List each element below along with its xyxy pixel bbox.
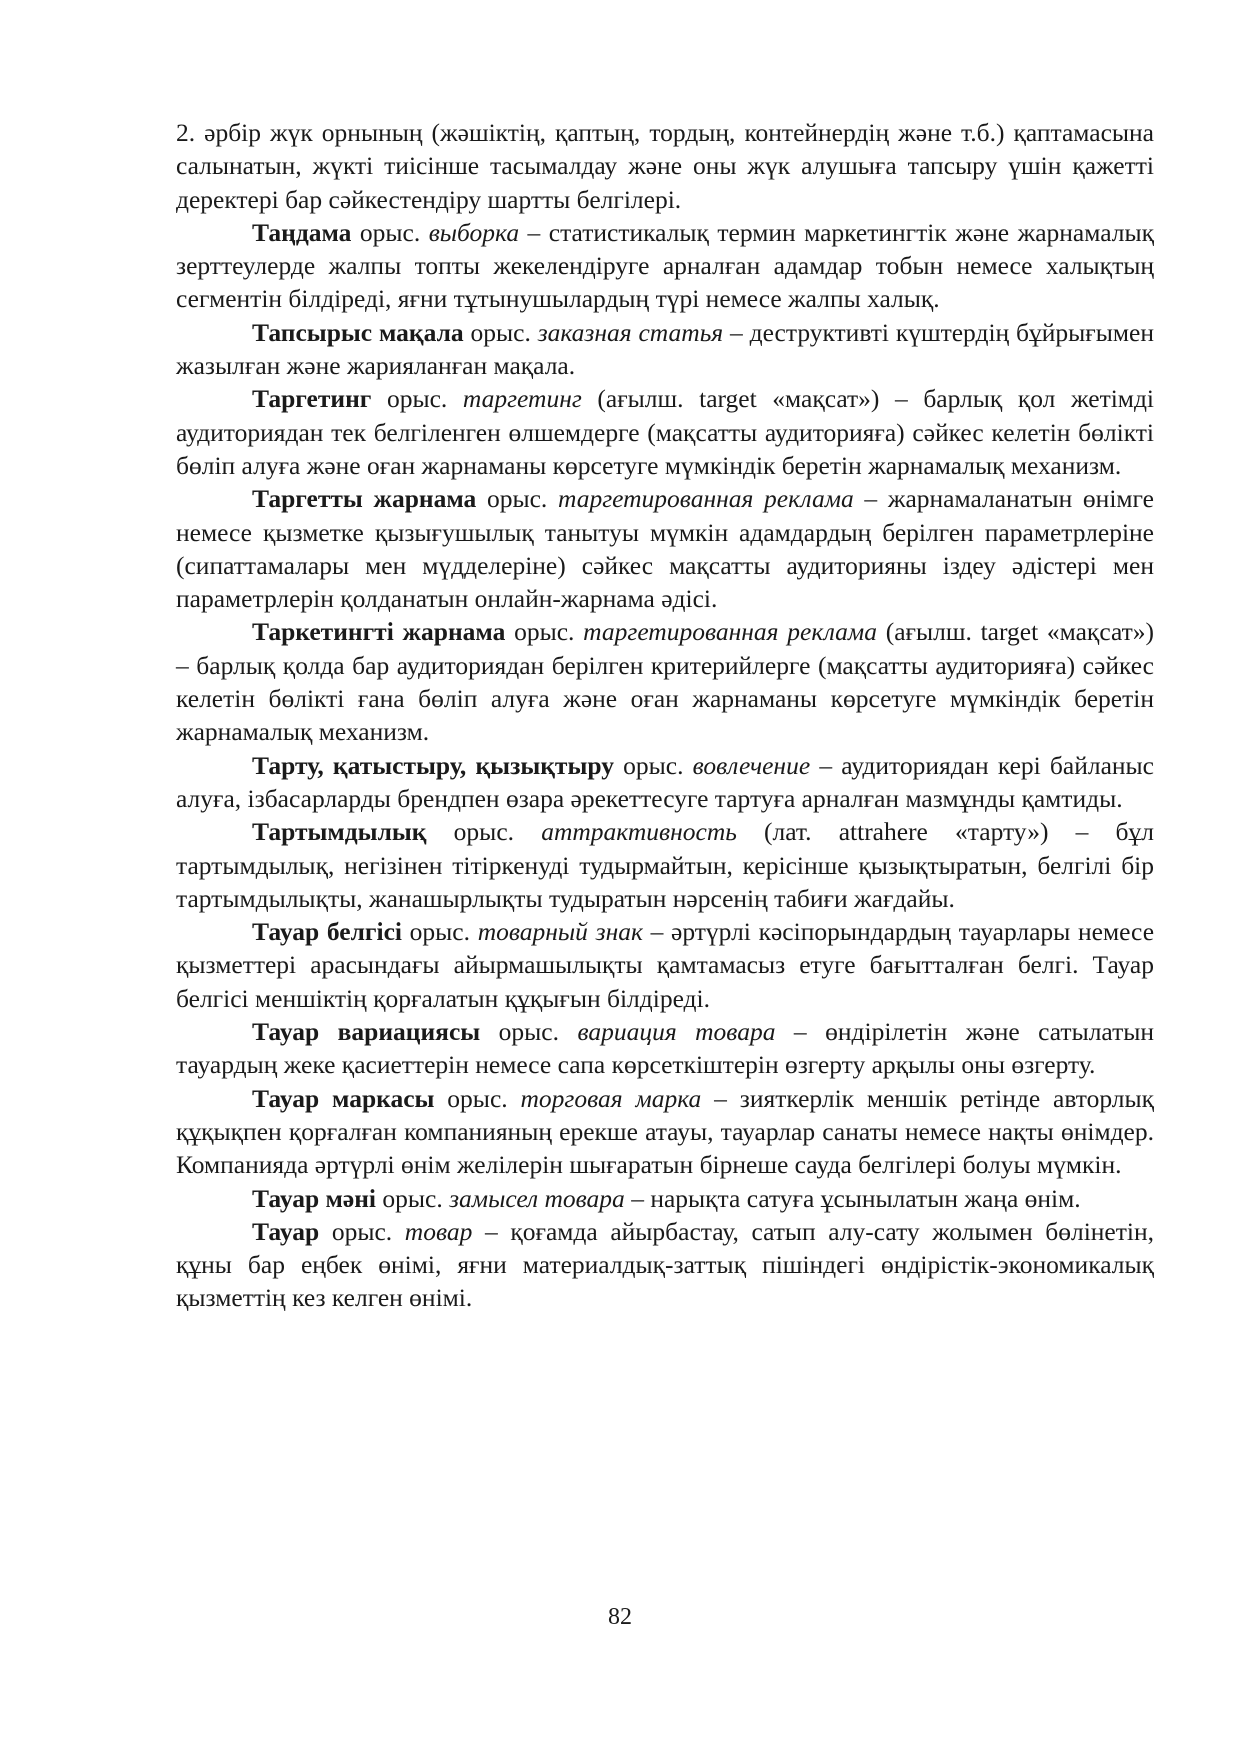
glossary-entry [176,749,1154,816]
entry-term: Тауар [252,1216,320,1246]
entry-language-tag: орыс. [376,1183,450,1213]
entry-term: Таркетингті жарнама [252,617,506,647]
entry-term: Тауар вариациясы [252,1017,481,1047]
intro-paragraph: 2. әрбір жүк орнының (жәшіктің, қаптың, тордың, контейнердің және т.б.) қаптамасына салынатын, жүкті тиісінше тасымалдау және оны жүк алушыға тапсыру үшін қажетті деректері бар сәйкестендіру шартты белгілері. [176,118,1154,214]
entry-term: Таргетты жарнама [252,484,477,514]
glossary-entry [176,382,1154,482]
entry-russian-equivalent: вовлечение [692,750,811,780]
glossary-entry [176,915,1154,1015]
entry-term: Тауар маркасы [252,1083,435,1113]
glossary-entries [176,216,1154,1315]
entry-definition: (ағылш. target «мақсат») – барлық қолда бар аудиториядан берілген критерийлерге (мақсатты аудиторияға) сәйкес келетін бөлікті ғана бөліп алуға және оған жарнаманы көрсетуге мүмкіндік беретін жарнамалық механизм. [176,617,1154,747]
glossary-entry [176,615,1154,748]
entry-definition: – аудиториядан кері байланыс алуға, ізбасарларды брендпен өзара әрекеттесуге тартуға арналған мазмұнды қамтиды. [176,750,1155,813]
entry-term: Таргетинг [252,384,372,414]
entry-definition: – жарнамаланатын өнімге немесе қызметке қызығушылық танытуы мүмкін адамдардың берілген параметрлеріне (сипаттамалары мен мүдделеріне) сәйкес мақсатты аудиторияны іздеу әдістері мен параметрлерін қолданатын онлайн-жарнама әдісі. [176,484,1154,614]
entry-definition: (лат. attrahere «тарту») – бұл тартымдылық, негізінен тітіркенуді тудырмайтын, керісінше қызықтыратын, белгілі бір тартымдылықты, жанашырлықты тудыратын нәрсенің табиғи жағдайы. [176,817,1154,913]
entry-term: Тауар мәні [252,1183,377,1213]
entry-definition: – деструктивті күштердің бұйрығымен жазылған және жарияланған мақала. [176,317,1154,381]
entry-language-tag: орыс. [463,317,538,347]
entry-definition: (ағылш. target «мақсат») – барлық қол жетімді аудиториядан тек белгіленген өлшемдерге (мақсатты аудиторияға) сәйкес келетін бөлікті бөліп алуға және оған жарнаманы көрсетуге мүмкіндік беретін жарнамалық механизм. [176,384,1155,480]
entry-russian-equivalent: таргетированная реклама [583,617,877,647]
entry-language-tag: орыс. [319,1216,405,1246]
entry-russian-equivalent: таргетированная реклама [557,484,854,514]
entry-language-tag: орыс. [505,617,584,647]
glossary-entry [176,815,1154,915]
glossary-entry [176,1015,1154,1082]
entry-term: Тапсырыс мақала [252,317,464,347]
entry-language-tag: орыс. [480,1017,578,1047]
page-number: 82 [608,1604,632,1630]
entry-russian-equivalent: торговая марка [520,1083,702,1113]
entry-term: Тартымдылық [252,817,427,847]
entry-definition: – зияткерлік меншік ретінде авторлық құқықпен қорғалған компанияның ерекше атауы, тауарлар санаты немесе нақты өнімдер. Компанияда әртүрлі өнім желілерін шығаратын бірнеше сауда белгілері болуы мүмкін. [176,1083,1154,1180]
entry-definition: – нарықта сатуға ұсынылатын жаңа өнім. [624,1183,1081,1213]
entry-language-tag: орыс. [351,217,429,247]
entry-russian-equivalent: аттрактивность [541,817,737,847]
entry-definition: – өндірілетін және сатылатын тауардың жеке қасиеттерін немесе сапа көрсеткіштерін өзгерту арқылы оны өзгерту. [176,1017,1155,1080]
glossary-entry [176,1082,1154,1182]
glossary-entry [176,316,1154,383]
entry-russian-equivalent: вариация товара [577,1017,776,1047]
glossary-entry [176,1182,1154,1215]
glossary-entry [176,482,1154,615]
entry-language-tag: орыс. [613,750,693,780]
entry-russian-equivalent: товарный знак [477,917,643,947]
entry-definition: – қоғамда айырбастау, сатып алу-сату жолымен бөлінетін, құны бар еңбек өнімі, яғни материалдық-заттық пішіндегі өндірістік-экономикалық қызметтің кез келген өнімі. [176,1216,1155,1313]
entry-russian-equivalent: выборка [428,217,520,247]
entry-definition: – статистикалық термин маркетингтік және жарнамалық зерттеулерде жалпы топты жекелендіруге арналған адамдар тобын немесе халықтың сегментін білдіреді, яғни тұтынушылардың түрі немесе жалпы халық. [176,217,1154,314]
entry-russian-equivalent: товар [404,1216,473,1246]
entry-language-tag: орыс. [401,917,478,947]
entry-language-tag: орыс. [476,484,558,514]
entry-russian-equivalent: таргетинг [462,384,582,414]
entry-term: Тауар белгісі [252,917,402,947]
entry-language-tag: орыс. [434,1083,521,1113]
glossary-text [176,116,1154,1315]
entry-term: Тарту, қатыстыру, қызықтыру [252,750,614,780]
entry-russian-equivalent: замысел товара [449,1183,625,1213]
glossary-entry [176,216,1154,316]
entry-term: Таңдама [252,217,352,247]
entry-language-tag: орыс. [426,817,542,847]
entry-language-tag: орыс. [371,384,463,414]
glossary-entry [176,1215,1154,1315]
entry-definition: – әртүрлі кәсіпорындардың тауарлары немесе қызметтері арасындағы айырмашылықты қамтамасыз етуге бағытталған белгі. Тауар белгісі меншіктің қорғалатын құқығын білдіреді. [176,917,1155,1013]
entry-russian-equivalent: заказная статья [537,317,724,347]
